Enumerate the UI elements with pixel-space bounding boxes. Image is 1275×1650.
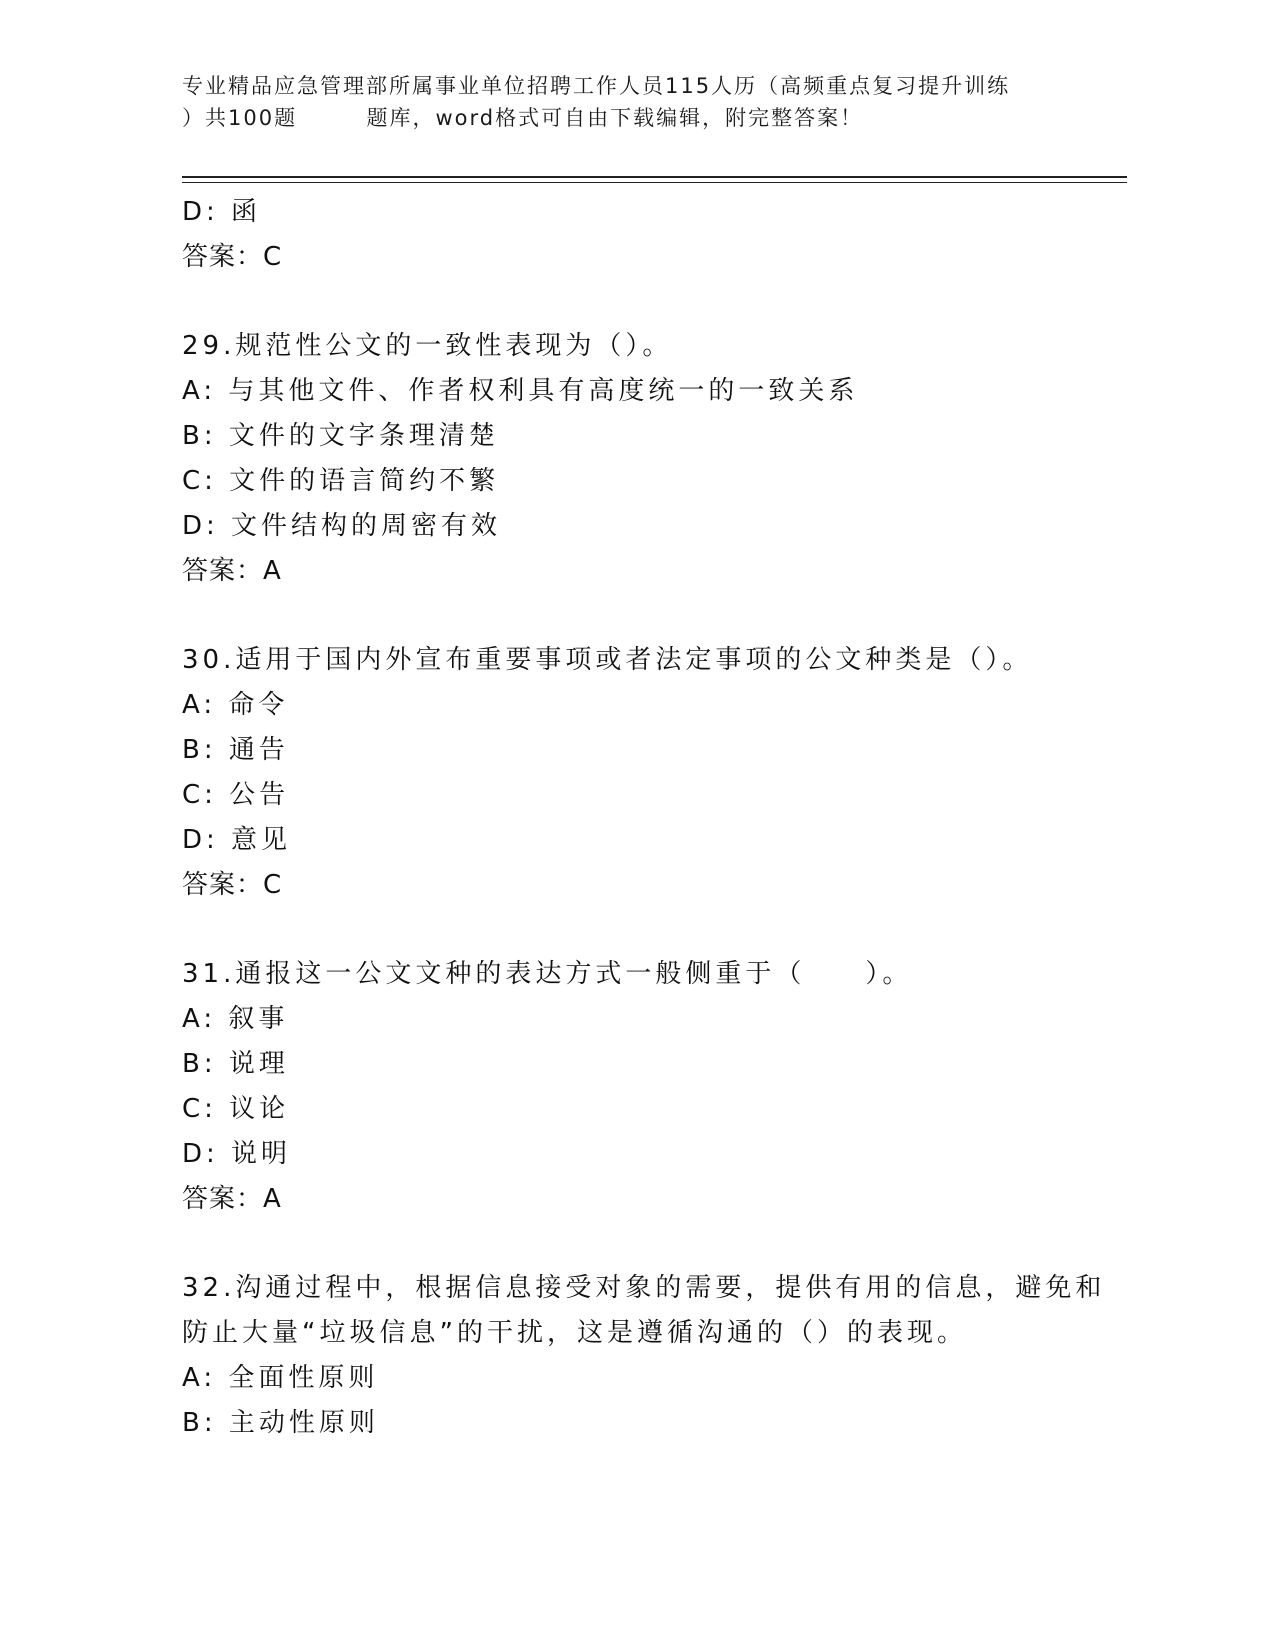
answer-line: 答案：A [182, 1184, 282, 1214]
option-a: A: 与其他文件、作者权利具有高度统一的一致关系 [182, 376, 859, 406]
option-a: A: 叙事 [182, 1004, 289, 1034]
header-title-line-1: 专业精品应急管理部所属事业单位招聘工作人员115人历（高频重点复习提升训练 [182, 74, 1011, 98]
question-content [182, 190, 1122, 1446]
answer-line: 答案：C [182, 242, 283, 272]
option-d: D: 意见 [182, 825, 292, 855]
document-header [182, 70, 1122, 134]
option-a: A: 全面性原则 [182, 1363, 379, 1393]
option-c: C: 公告 [182, 780, 290, 810]
question-29 [182, 324, 1122, 594]
question-stem: 30.适用于国内外宣布重要事项或者法定事项的公文种类是（）。 [182, 645, 1033, 675]
answer-line: 答案：A [182, 556, 282, 586]
option-d: D: 说明 [182, 1139, 292, 1169]
spacer [182, 1222, 1122, 1266]
prev-question-block [182, 190, 1122, 280]
spacer [182, 280, 1122, 324]
question-stem: 29.规范性公文的一致性表现为（）。 [182, 331, 673, 361]
answer-line: 答案：C [182, 870, 283, 900]
option-b: B: 主动性原则 [182, 1408, 379, 1438]
question-30 [182, 638, 1122, 908]
header-divider [182, 176, 1127, 178]
option-d: D: 文件结构的周密有效 [182, 511, 502, 541]
question-32 [182, 1266, 1122, 1446]
option-b: B: 文件的文字条理清楚 [182, 421, 499, 451]
option-c: C: 文件的语言简约不繁 [182, 466, 500, 496]
spacer [182, 594, 1122, 638]
option-d: D: 函 [182, 197, 262, 227]
question-stem-line-2: 防止大量“垃圾信息”的干扰，这是遵循沟通的（）的表现。 [182, 1318, 967, 1348]
header-title-line-2: ）共100题 题库，word格式可自由下载编辑，附完整答案！ [182, 106, 864, 130]
question-stem-line-1: 32.沟通过程中，根据信息接受对象的需要，提供有用的信息，避免和 [182, 1273, 1106, 1303]
option-a: A: 命令 [182, 690, 289, 720]
spacer [182, 908, 1122, 952]
option-c: C: 议论 [182, 1094, 290, 1124]
header-divider-thin [182, 182, 1127, 183]
question-31 [182, 952, 1122, 1222]
option-b: B: 通告 [182, 735, 289, 765]
option-b: B: 说理 [182, 1049, 289, 1079]
question-stem: 31.通报这一公文文种的表达方式一般侧重于（ ）。 [182, 959, 913, 989]
